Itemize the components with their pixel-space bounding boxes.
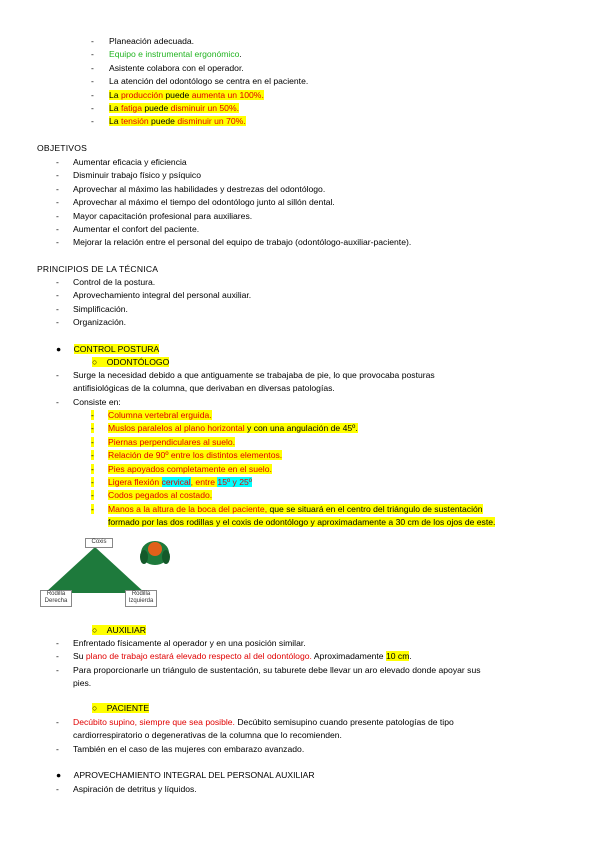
odontologo-label: ODONTÓLOGO [106, 357, 170, 367]
intro-item [109, 36, 194, 47]
principio-item: Control de la postura. [73, 277, 156, 287]
circle-bullet: ○ [92, 625, 107, 635]
text-run: . [239, 49, 242, 60]
text-run: Columna vertebral erguida. [108, 410, 212, 420]
dash: - [91, 410, 94, 420]
paciente-subheading [92, 703, 149, 713]
dash: - [56, 224, 59, 234]
dash: - [56, 183, 59, 194]
dash: - [56, 370, 59, 380]
objetivo-item: Aumentar el confort del paciente. [73, 224, 200, 234]
dash: - [91, 463, 94, 474]
dash: - [56, 638, 59, 648]
intro-item [109, 76, 308, 87]
consiste-item [108, 423, 358, 434]
text-run: Su [73, 651, 86, 662]
dash: - [56, 317, 59, 328]
principio-item: Aprovechamiento integral del personal auxiliar. [73, 290, 252, 301]
derecha-text: Derecha [44, 598, 68, 604]
dash: - [91, 490, 94, 501]
text-run: La [109, 89, 121, 100]
text-run: producción [120, 89, 163, 100]
consiste-item [108, 490, 212, 501]
text-run: 15º y 25º [217, 477, 252, 487]
intro-item [109, 49, 242, 60]
paciente-p1-line1 [73, 717, 454, 728]
dash: - [56, 237, 59, 248]
dash: - [56, 197, 59, 208]
control-p1-line2: antifisiológicas de la columna, que derivaban en diversas patologías. [73, 383, 335, 393]
dash: - [91, 477, 94, 487]
objetivo-item: Aprovechar al máximo las habilidades y destrezas del odontólogo. [73, 183, 326, 194]
paciente-label: PACIENTE [106, 703, 150, 713]
dash: - [91, 76, 94, 87]
text-run: La atención del odontólogo se centra en el paciente. [109, 76, 309, 87]
dash: - [91, 116, 94, 127]
dash: - [56, 665, 59, 675]
objetivo-item: Mejorar la relación entre el personal del equipo de trabajo (odontólogo-auxiliar-paciente). [73, 237, 412, 248]
circle-bullet: ○ [92, 703, 107, 713]
text-run: fatiga [120, 103, 142, 113]
bullet-dot: ● [56, 770, 62, 780]
sustentation-diagram [40, 535, 190, 613]
paciente-p2: También en el caso de las mujeres con embarazo avanzado. [73, 744, 305, 754]
text-run: . [409, 651, 412, 662]
text-run: Piernas perpendiculares al suelo. [108, 436, 236, 447]
text-run: La [109, 116, 121, 127]
dash: - [91, 89, 94, 100]
dash: - [91, 103, 94, 113]
objetivo-item: Mayor capacitación profesional para auxiliares. [73, 210, 253, 221]
text-run: , entre [190, 477, 218, 487]
text-run: Equipo e instrumental ergonómico [109, 49, 240, 60]
aprovechamiento-item: Aspiración de detritus y líquidos. [73, 784, 197, 794]
objetivos-heading: OBJETIVOS [37, 143, 88, 153]
odontologo-subheading [92, 357, 169, 367]
dash: - [56, 290, 59, 301]
auxiliar-item [73, 638, 306, 649]
control-p1-line1: Surge la necesidad debido a que antiguamente se trabajaba de pie, lo que provocaba posturas [73, 370, 435, 380]
dash: - [91, 423, 94, 434]
intro-item [109, 90, 264, 101]
paciente-p1-line2: cardiorrespiratorio o degenerativas de la columna que lo recomienden. [73, 730, 342, 740]
dash: - [91, 36, 94, 46]
text-run: 10 cm [385, 651, 410, 662]
text-run: disminuir un 50%. [170, 103, 239, 113]
auxiliar-subheading [92, 625, 146, 635]
text-run: Codos pegados al costado. [108, 490, 213, 501]
text-run: aumenta un 100%. [191, 89, 264, 100]
text-run: Relación de 90º entre los distintos elementos. [108, 450, 283, 461]
text-run: tensión [120, 116, 149, 127]
consiste-item [108, 450, 282, 461]
intro-item [109, 63, 244, 74]
consiste-item [108, 504, 483, 515]
consiste-item [108, 477, 252, 488]
dash: - [56, 157, 59, 167]
intro-item [109, 103, 239, 114]
aprovechamiento-bullet-row [56, 770, 315, 781]
text-run: cervical [161, 477, 191, 487]
text-run: puede [141, 103, 171, 113]
auxiliar-p3-line1: Para proporcionarle un triángulo de sustentación, su taburete debe llevar un aro elevado donde apoyar sus [73, 665, 481, 675]
izquierda-text: Izquierda [128, 598, 154, 604]
consiste-label: Consiste en: [73, 397, 121, 407]
dash: - [56, 303, 59, 314]
objetivo-item: Aprovechar al máximo el tiempo del odontólogo junto al sillón dental. [73, 197, 335, 208]
auxiliar-label: AUXILIAR [106, 625, 146, 635]
decubito-semisupino-text: Decúbito semisupino cuando presente patologías de tipo [234, 717, 454, 727]
dash: - [91, 450, 94, 461]
consiste-last-line2 [108, 517, 495, 528]
dash: - [56, 651, 59, 662]
sustentacion-text: formado por las dos rodillas y el coxis de odontólogo y aproximadamente a 30 cm de los ojos de este. [108, 517, 496, 527]
text-run: Asistente colabora con el operador. [109, 62, 244, 73]
consiste-item [108, 410, 212, 421]
consiste-item [108, 437, 235, 448]
paciente-sub-row [92, 703, 149, 714]
decubito-supino-text: Decúbito supino, siempre que sea posible. [73, 717, 235, 727]
text-run: puede [163, 89, 192, 100]
control-postura-title: CONTROL POSTURA [73, 344, 160, 354]
chair-icon [140, 541, 170, 565]
objetivo-item: Aumentar eficacia y eficiencia [73, 157, 187, 167]
dash: - [56, 397, 59, 407]
principio-item: Organización. [73, 317, 127, 328]
dash: - [91, 62, 94, 73]
coxis-label: Coxis [85, 538, 113, 548]
dash: - [56, 210, 59, 221]
text-run: Enfrentado físicamente al operador y en una posición similar. [73, 638, 306, 648]
auxiliar-p3-line2: pies. [73, 678, 92, 688]
dash: - [56, 277, 59, 287]
auxiliar-sub-row [92, 625, 146, 636]
text-run: La [109, 103, 121, 113]
rodilla-text: Rodilla [46, 591, 66, 597]
rodilla-izquierda-label [125, 590, 157, 607]
text-run: y con una angulación de 45º. [244, 423, 358, 434]
text-run: Aproximadamente [311, 651, 386, 662]
dash: - [91, 49, 94, 60]
dash: - [91, 436, 94, 447]
principios-heading: PRINCIPIOS DE LA TÉCNICA [37, 264, 159, 274]
bullet-dot: ● [56, 344, 62, 354]
objetivo-item: Disminuir trabajo físico y psíquico [73, 170, 201, 181]
text-run: Planeación adecuada. [109, 36, 195, 46]
auxiliar-item [73, 651, 412, 662]
intro-item [109, 116, 246, 127]
text-run: disminuir un 70%. [177, 116, 246, 127]
text-run: puede [148, 116, 178, 127]
text-run: plano de trabajo estará elevado respecto al del odontólogo. [85, 651, 312, 662]
principio-item: Simplificación. [73, 303, 128, 314]
dash: - [56, 744, 59, 754]
circle-bullet: ○ [92, 357, 107, 367]
dash: - [91, 503, 94, 514]
control-bullet-row [56, 344, 159, 355]
aprovechamiento-title: APROVECHAMIENTO INTEGRAL DEL PERSONAL AUXILIAR [73, 770, 315, 780]
text-run: Ligera flexión [108, 477, 162, 487]
text-run: que se situará en el centro del triángulo de sustentación [269, 503, 483, 514]
triangle-shape [45, 547, 145, 593]
dash: - [56, 784, 59, 794]
rodilla-text: Rodilla [131, 591, 151, 597]
text-run: Manos a la altura de la boca del paciente, [108, 503, 270, 514]
text-run: Muslos paralelos al plano horizontal [108, 423, 245, 434]
rodilla-derecha-label [40, 590, 72, 607]
dash: - [56, 170, 59, 181]
dash: - [56, 717, 59, 727]
odontologo-sub-row [92, 357, 169, 368]
consiste-item [108, 464, 272, 475]
text-run: Pies apoyados completamente en el suelo. [108, 463, 272, 474]
